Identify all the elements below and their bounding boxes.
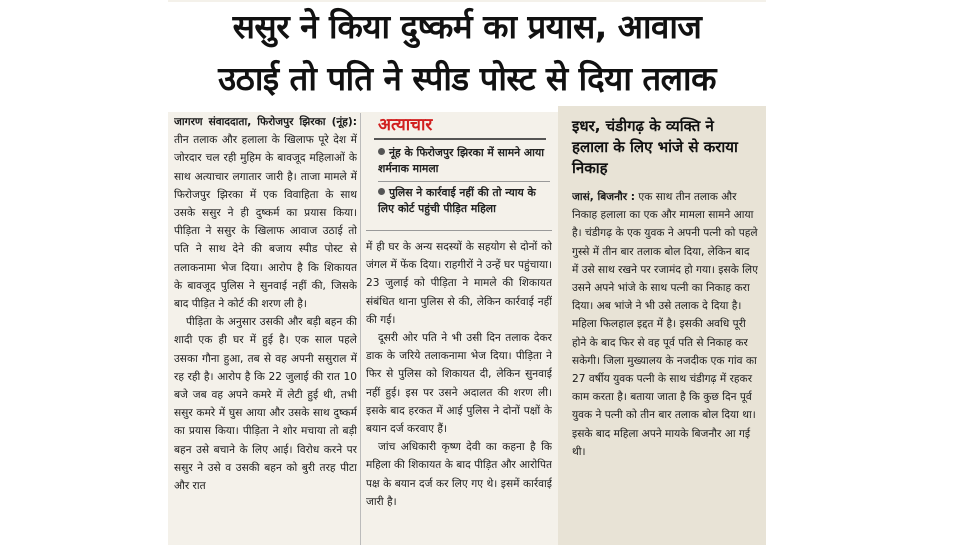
side-story-dateline: जासं, बिजनौर :	[572, 191, 636, 203]
bullet-dot-icon	[378, 148, 385, 155]
teaser-bullet-2-text: पुलिस ने कार्रवाई नहीं की तो न्याय के लिए कोर्ट पहुंची पीड़ित महिला	[378, 186, 536, 215]
headline-line-1: ससुर ने किया दुष्कर्म का प्रयास, आवाज	[232, 7, 702, 46]
main-story-lead: तीन तलाक और हलाला के खिलाफ पूरे देश में जोरदार चल रही मुहिम के बावजूद महिलाओं के साथ अत्याचार लगातार जारी है। ताजा मामले में फिरोजपुर झिरका में एक विवाहिता के साथ उसके ससुर ने ही दुष्कर्म का प्रयास किया। पीड़िता ने ससुर के खिलाफ आवाज उठाई तो पति ने साथ देने की बजाय स्पीड पोस्ट से तलाकनामा भेज दिया। आरोप है कि शिकायत के बावजूद पुलिस ने सुनवाई नहीं की, जिसके बाद पीड़ित ने कोर्ट की शरण ली है।	[174, 134, 357, 311]
main-story-paragraph-5: जांच अधिकारी कृष्ण देवी का कहना है कि महिला की शिकायत के बाद पीड़ित और आरोपित पक्ष के बयान दर्ज कर लिए गए थे। इसमें कार्रवाई जारी है।	[366, 441, 552, 508]
headline	[168, 2, 766, 112]
bullet-dot-icon	[378, 188, 385, 195]
main-story-column-2	[366, 238, 552, 545]
headline-line-2: उठाई तो पति ने स्पीड पोस्ट से दिया तलाक	[218, 59, 716, 98]
main-story-column-1	[174, 113, 357, 545]
side-story-headline: इधर, चंडीगढ़ के व्यक्ति ने हलाला के लिए भांजे से कराया निकाह	[572, 117, 738, 177]
news-clipping	[168, 0, 766, 545]
teaser-bullet-1	[378, 145, 550, 177]
side-story-text: एक साथ तीन तलाक और निकाह हलाला का एक और मामला सामने आया है। चंडीगढ़ के एक युवक ने अपनी पत्नी को पहले गुस्से में तीन बार तलाक बोल दिया, लेकिन बाद में उसे साथ रखने पर रजामंद हो गया। इसके लिए उसने अपने भांजे के साथ पत्नी का निकाह करा दिया। अब भांजे ने भी उसे तलाक दे दिया है। महिला फिलहाल इद्दत में है। इसकी अवधि पूरी होने के बाद फिर से वह पूर्व पति से निकाह कर सकेगी। जिला मुख्यालय के नजदीक एक गांव का 27 वर्षीय युवक पत्नी के साथ चंडीगढ़ में रहकर काम करता है। बताया जाता है कि कुछ दिन पूर्व युवक ने पत्नी को तीन बार तलाक बोल दिया था। इसके बाद महिला अपने मायके बिजनौर आ गई थी।	[572, 191, 758, 458]
main-story-paragraph-1	[174, 113, 357, 313]
teaser-bullet-1-text: नूंह के फिरोजपुर झिरका में सामने आया शर्मनाक मामला	[378, 146, 545, 175]
teaser-bottom-rule	[366, 230, 552, 231]
teaser-divider	[378, 181, 550, 182]
teaser-bullet-2	[378, 185, 550, 217]
side-story-body	[572, 188, 758, 545]
side-story-box	[558, 106, 766, 545]
column-divider	[360, 113, 361, 545]
main-story-paragraph-3: में ही घर के अन्य सदस्यों के सहयोग से दोनों को जंगल में फेंक दिया। राहगीरों ने उन्हें घर पहुंचाया। 23 जुलाई को पीड़िता ने मामले की शिकायत संबंधित थाना पुलिस से की, लेकिन कार्रवाई नहीं की गई।	[366, 241, 552, 326]
main-story-paragraph-2: पीड़िता के अनुसार उसकी और बड़ी बहन की शादी एक ही घर में हुई है। एक साल पहले उसका गौना हुआ, तब से वह अपनी ससुराल में रह रही है। आरोप है कि 22 जुलाई की रात 10 बजे जब वह अपने कमरे में लेटी हुई थी, तभी ससुर कमरे में घुस आया और उसके साथ दुष्कर्म का प्रयास किया। पीड़िता ने शोर मचाया तो बड़ी बहन उसे बचाने के लिए आई। विरोध करने पर ससुर ने उसे व उसकी बहन को बुरी तरह पीटा और रात	[174, 316, 357, 493]
teaser-box	[366, 113, 552, 231]
tag-underline	[374, 138, 546, 140]
main-story-paragraph-4: दूसरी ओर पति ने भी उसी दिन तलाक देकर डाक के जरिये तलाकनामा भेज दिया। पीड़िता ने फिर से पुलिस को शिकायत दी, लेकिन सुनवाई नहीं हुई। इस पर उसने अदालत की शरण ली। इसके बाद हरकत में आई पुलिस ने दोनों पक्षों के बयान दर्ज करवाए हैं।	[366, 332, 552, 436]
main-story-dateline: जागरण संवाददाता, फिरोजपुर झिरका (नूंह):	[174, 116, 357, 128]
category-tag: अत्याचार	[378, 115, 433, 135]
